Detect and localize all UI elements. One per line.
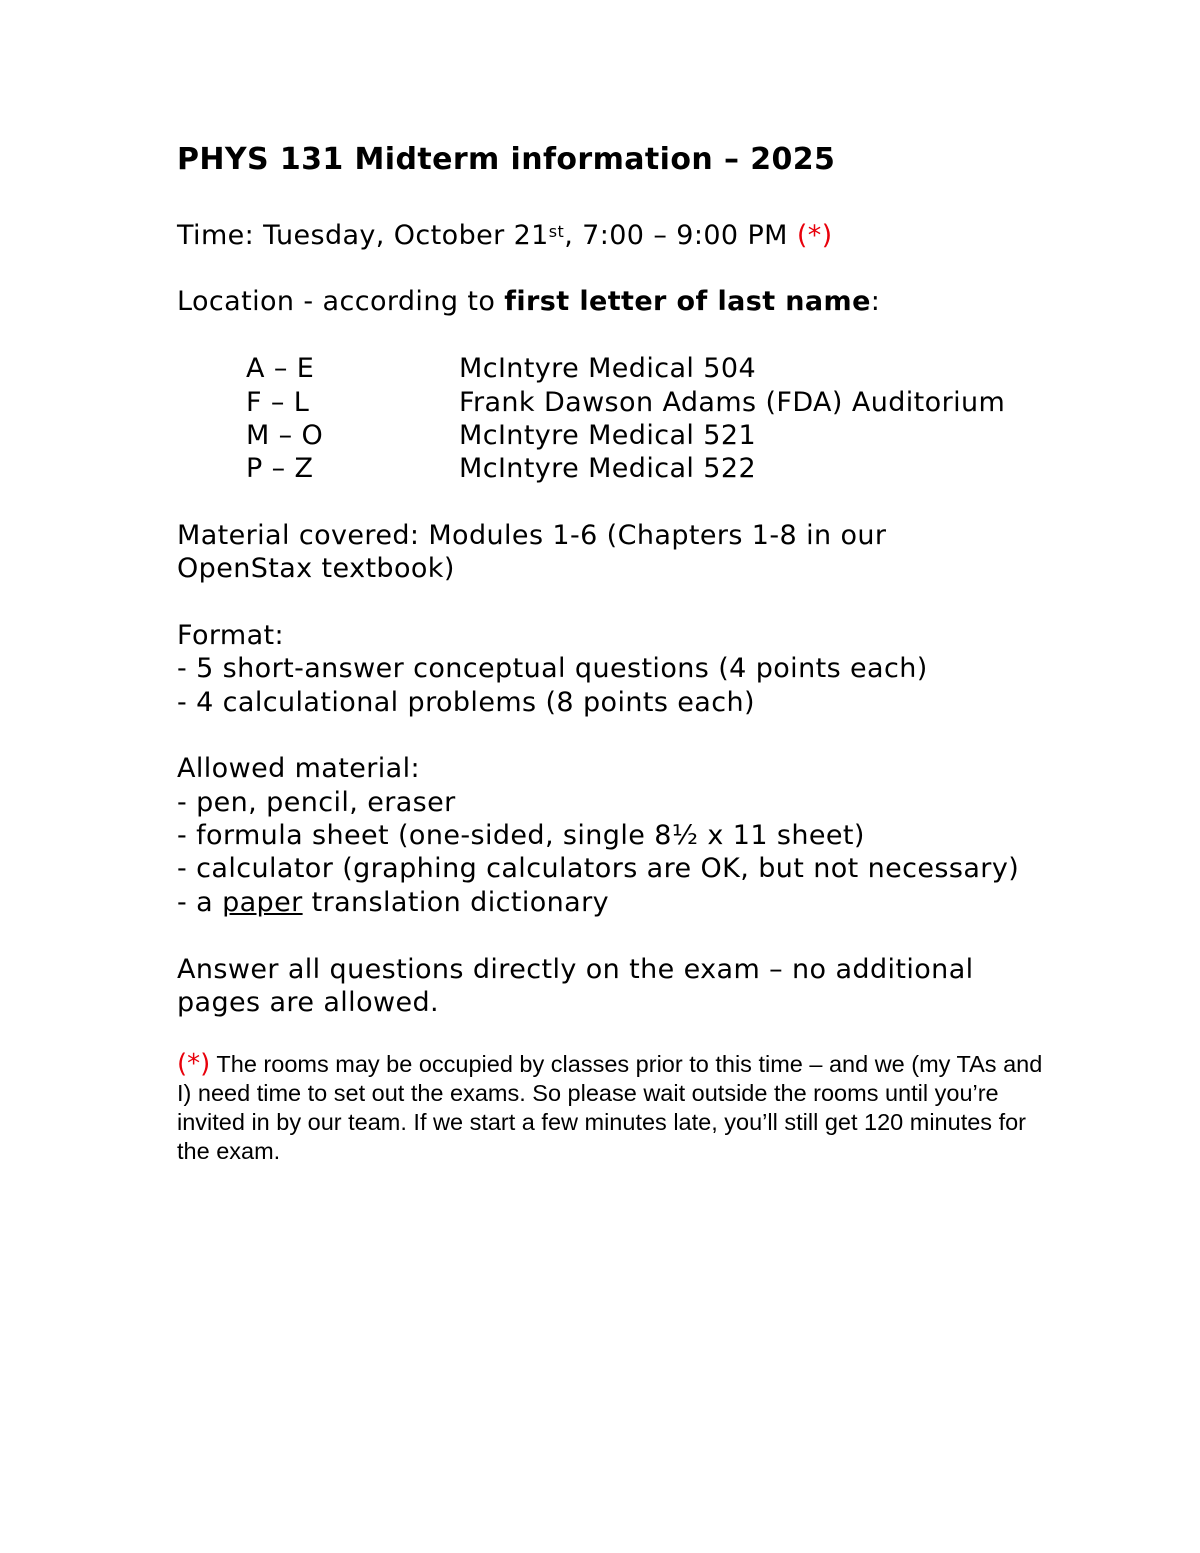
room-name: McIntyre Medical 522 [459,453,757,484]
time-ordinal: st [548,222,565,241]
material-covered-line2: OpenStax textbook) [177,553,455,584]
format-item: - 5 short-answer conceptual questions (4 points each) [177,653,928,684]
page-title: PHYS 131 Midterm information – 2025 [177,142,836,177]
footnote-mark: (*) [177,1049,211,1079]
location-suffix: : [870,286,881,317]
allowed-item-suffix: translation dictionary [302,887,609,918]
time-rest: , 7:00 – 9:00 PM [564,220,797,251]
allowed-item: - calculator (graphing calculators are OK, but not necessary) [177,853,1020,884]
location-prefix: Location - according to [177,286,505,317]
asterisk-mark: (*) [796,220,833,251]
time-prefix: Time: Tuesday, October 21 [177,220,549,251]
material-covered-line1: Material covered: Modules 1-6 (Chapters 1-8 in our [177,520,887,551]
format-heading: Format: [177,620,285,651]
footnote [177,1050,1057,1166]
name-range: M – O [246,420,324,451]
answer-line1: Answer all questions directly on the exam – no additional [177,954,974,985]
room-name: Frank Dawson Adams (FDA) Auditorium [459,387,1006,418]
underlined-word: paper [222,887,303,918]
exam-time [177,219,833,253]
allowed-item: - formula sheet (one-sided, single 8½ x 11 sheet) [177,820,865,851]
answer-line2: pages are allowed. [177,987,440,1018]
allowed-heading: Allowed material: [177,753,420,784]
allowed-item [177,886,609,920]
allowed-item-prefix: - a [177,887,223,918]
room-name: McIntyre Medical 504 [459,353,757,384]
footnote-text: The rooms may be occupied by classes prior to this time – and we (my TAs and I) need time to set out the exams. So please wait outside the rooms until you’re invited in by our team. If we start a few minutes late, you’ll still get 120 minutes for the exam. [177,1051,1043,1164]
location-heading [177,285,880,319]
name-range: A – E [246,353,315,384]
name-range: P – Z [246,453,314,484]
format-item: - 4 calculational problems (8 points each) [177,687,755,718]
room-name: McIntyre Medical 521 [459,420,757,451]
allowed-item: - pen, pencil, eraser [177,787,456,818]
location-bold: first letter of last name [504,286,871,317]
name-range: F – L [246,387,310,418]
